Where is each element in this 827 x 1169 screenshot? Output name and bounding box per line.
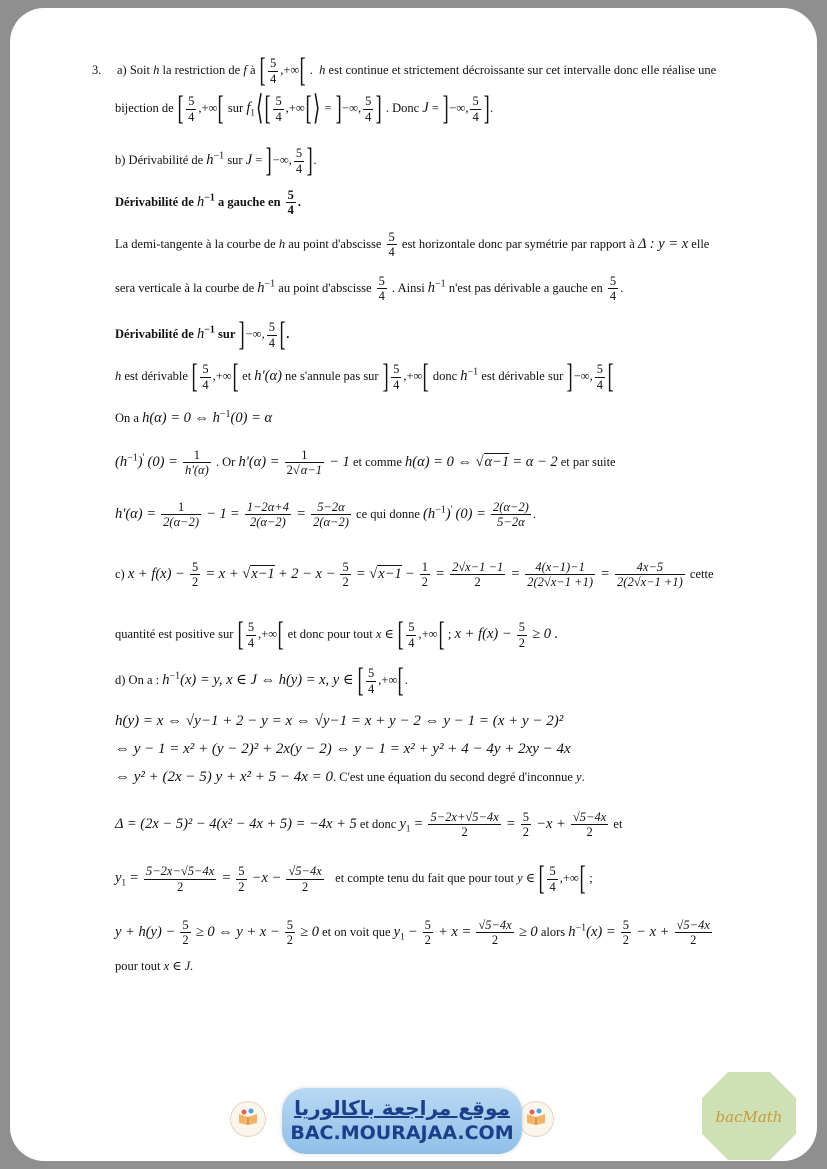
document-content [10,8,817,1161]
line-derivative-result: h'(α) = $\frac{1}{2(\alpha-2)}$ − 1 = $\frac{1-2\alpha+4}{2(\alpha-2)}$ = $\frac{5-2\alpha}{2(\alpha-2)}$ ce qui donne $(h^{-1})'$ (0) = $\frac{2(\alpha-2)}{5-2\alpha}$ . [115,500,536,530]
bacmath-logo-icon [700,1070,798,1161]
line-final-ineq: y + h(y) − $\frac{5}{2}$ ≥ 0 ⇔ y + x − $\frac{5}{2}$ ≥ 0 et on voit que $y_1$ − $\frac{5}{2}$ + x = $\frac{√5-4x}{2}$ ≥ 0 alors $h^{-1}(x)$ = $\frac{5}{2}$ − x + $\frac{√5-4x}{2}$ [115,918,710,948]
line-positive: quantité est positive sur [ $\frac{5}{4}$ ,+∞[ et donc pour tout x ∈ [ $\frac{5}{4}$ ,+∞[ ; x + f(x) − $\frac{5}{2}$ ≥ 0 . [115,616,559,653]
right-book-logo-icon [518,1101,554,1137]
left-book-logo-icon [230,1101,266,1137]
line-on-a: On a h(α) = 0 ⇔ $h^{-1}(0) = \alpha$ [115,409,273,427]
line-pour-tout: pour tout x ∈ J. [115,959,194,973]
line-3c: c) x + f(x) − $\frac{5}{2}$ = x + √x−1 + 2 − x − $\frac{5}{2}$ = √x−1 − $\frac{1}{2}$ = $\frac{2√x-1 -1}{2}$ = $\frac{4(x-1)-1}{2(2√x-1 +1)}$ = $\frac{4x-5}{2(2√x-1 +1)}$ cette [115,560,714,590]
site-banner-url[interactable]: BAC.MOURAJAA.COM [290,1122,514,1144]
site-banner[interactable] [282,1088,522,1154]
line-tangent: La demi-tangente à la courbe de h au point d'abscisse $\frac{5}{4}$ est horizontale donc par symétrie par rapport à Δ : y = x elle [115,230,710,260]
equation-line-2: ⇔ y − 1 = x² + (y − 2)² + 2x(y − 2) ⇔ y − 1 = x² + y² + 4 − 4y + 2xy − 4x [115,741,571,757]
heading-left-derivability: Dérivabilité de $h^{-1}$ a gauche en $\frac{5}{4}$ . [115,188,302,218]
line-3a: 3. a) Soit h la restriction de f à [ $\frac{5}{4}$ ,+∞[ . h est continue et strictement décroissante sur cet intervalle donc elle réalise une [92,52,717,89]
svg-text:bacMath: bacMath [715,1108,783,1126]
heading-interval-derivability: Dérivabilité de $h^{-1}$ sur ]−∞, $\frac{5}{4}$ [. [115,316,290,353]
line-h-derivable: h est dérivable [ $\frac{5}{4}$ ,+∞[ et h'(α) ne s'annule pas sur ] $\frac{5}{4}$ ,+∞[ donc $h^{-1}$ est dérivable sur ]−∞, $\frac{5}{4}$ [ [115,358,614,395]
document-page [10,8,817,1161]
equation-line-3: ⇔ y² + (2x − 5) y + x² + 5 − 4x = 0. C'est une équation du second degré d'inconnue y. [115,769,585,785]
line-discriminant: Δ = (2x − 5)² − 4(x² − 4x + 5) = −4x + 5 et donc $y_1$ = $\frac{5-2x+√5-4x}{2}$ = $\frac{5}{2}$ −x + $\frac{√5-4x}{2}$ et [115,810,623,840]
line-derivative: $(h^{-1})'$ (0) = $\frac{1}{h'(\alpha)}$ . Or h'(α) = $\frac{1}{2√\alpha-1}$ − 1 et comme h(α) = 0 ⇔ √α−1 = α − 2 et par suite [115,448,616,478]
line-bijection: bijection de [ $\frac{5}{4}$ ,+∞[ sur $f_1⟨$[ $\frac{5}{4}$ ,+∞[⟩ = ]−∞, $\frac{5}{4}$ ] . Donc J = ]−∞, $\frac{5}{4}$ ]. [115,90,494,127]
line-y1-second: $y_1$ = $\frac{5-2x-√5-4x}{2}$ = $\frac{5}{2}$ −x − $\frac{√5-4x}{2}$ et compte tenu du fait que pour tout y ∈ [ $\frac{5}{4}$ ,+∞[ ; [115,860,593,897]
line-vertical: sera verticale à la courbe de $h^{-1}$ au point d'abscisse $\frac{5}{4}$ . Ainsi $h^{-1}$ n'est pas dérivable a gauche en $\frac{5}{4}$ . [115,274,624,304]
line-3b: b) Dérivabilité de $h^{-1}$ sur J = ]−∞, $\frac{5}{4}$ ]. [115,142,317,179]
bacmath-logo [700,1070,798,1161]
line-3d: d) On a : $h^{-1}(x) = y$, x ∈ J ⇔ h(y) = x, y ∈ [ $\frac{5}{4}$ ,+∞[. [115,662,408,699]
equation-line-1: h(y) = x ⇔ √y−1 + 2 − y = x ⇔ √y−1 = x + y − 2 ⇔ y − 1 = (x + y − 2)² [115,713,564,729]
site-banner-arabic: موقع مراجعة باكالوريا [294,1096,510,1120]
